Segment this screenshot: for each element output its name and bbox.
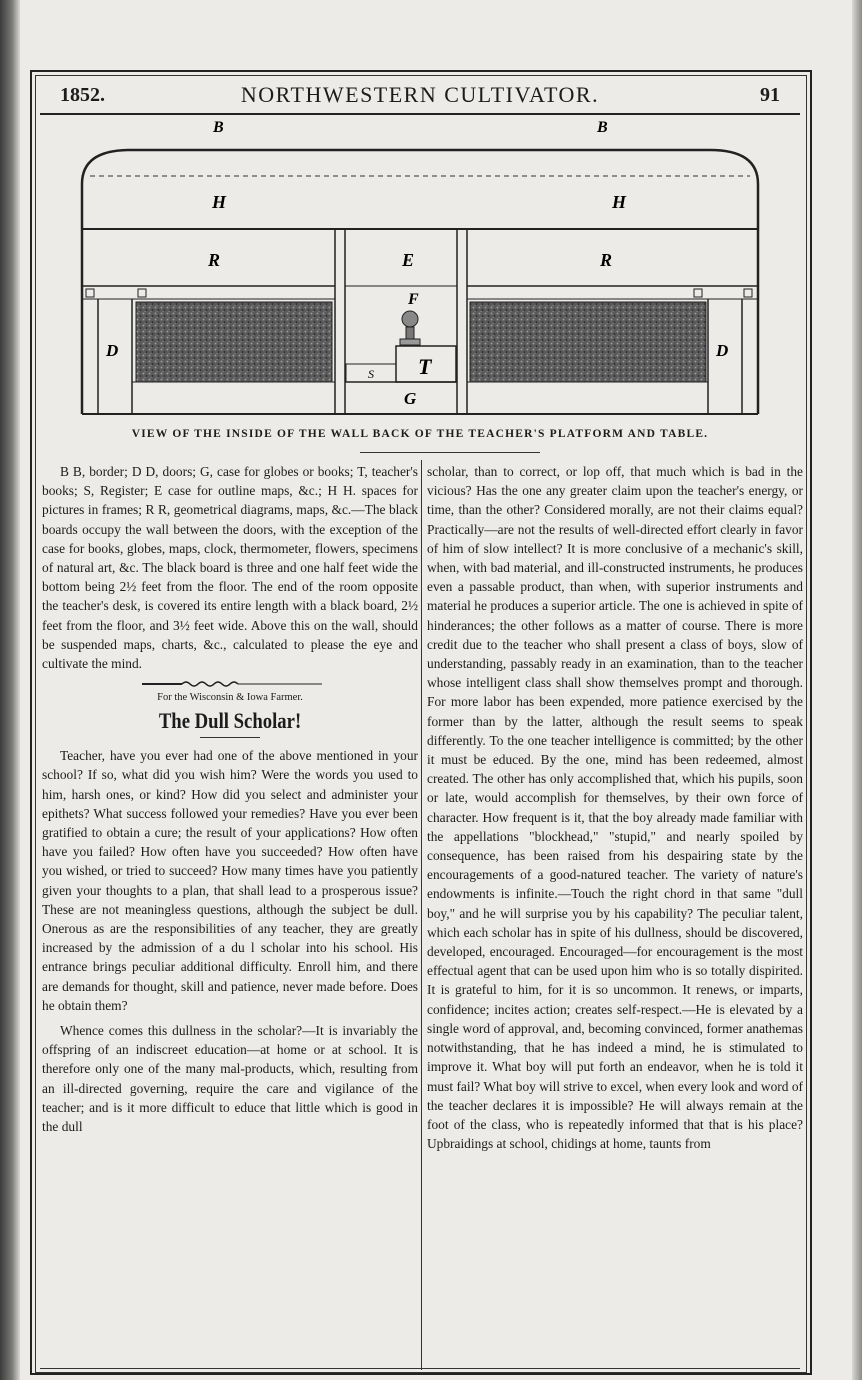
label-g: G xyxy=(404,389,417,408)
diagram-legend-paragraph: B B, border; D D, doors; G, case for globes or books; T, teacher's books; S, Register; E case for outline maps, &c.; H H. spaces for pictures in frames; R R, geometrical diagrams, maps, &c.—The black boards occupy the wall between the doors, with the exception of the case for books, globes, maps, clock, thermometer, flowers, specimens of natural art, &c. The black board is three and one half feet wide the bottom being 2½ feet from the floor. The end of the room opposite the teacher's desk, is covered its entire length with a black board, 2½ feet from the floor, and 3½ feet wide. Above this on the wall, should be suspended maps, charts, &c., calculated to please the eye and cultivate the mind. xyxy=(42,464,418,672)
blackboard-left xyxy=(136,302,332,382)
article-headline: The Dull Scholar! xyxy=(158,708,302,734)
column-divider xyxy=(421,460,422,1370)
page-number: 91 xyxy=(760,84,780,106)
label-t: T xyxy=(418,354,432,379)
headline-rule xyxy=(200,737,260,738)
label-h-right: H xyxy=(612,192,627,212)
bottom-rule xyxy=(40,1368,800,1369)
page-edge-left xyxy=(0,0,20,1380)
wall-diagram xyxy=(70,114,770,424)
label-r-left: R xyxy=(208,250,221,270)
label-r-right: R xyxy=(600,250,613,270)
label-s: S xyxy=(368,367,374,381)
masthead-year: 1852. xyxy=(60,84,105,106)
label-d-left: D xyxy=(106,341,119,360)
diagram-caption: VIEW OF THE INSIDE OF THE WALL BACK OF THE TEACHER'S PLATFORM AND TABLE. xyxy=(131,428,709,440)
blackboard-right xyxy=(470,302,706,382)
page-edge-right xyxy=(852,0,862,1380)
left-column xyxy=(42,462,418,1136)
masthead xyxy=(40,80,800,112)
article-source: For the Wisconsin & Iowa Farmer. xyxy=(157,692,303,704)
article-paragraph-1: Teacher, have you ever had one of the above mentioned in your school? If so, what did you wish him? Were the words you used to him, harsh ones, or kind? How did you select and administer your epithets? What success followed your remedies? Have you ever been gratified to obtain a cure; the result of your applications? How often have you failed? How often have you succeeded? How often have you wished, or tried to succeed? How many times have you patiently given your thoughts to a plan, that shall lead to a prosperous issue? These are not meaningless questions, although the subject be dull. Onerous as are the responsibilities of any teacher, they are greatly increased by the admission of a du l scholar into his school. His entrance brings peculiar additional difficulty. Enroll him, and there are demands for thought, skill and patience, never made before. Does he obtain them? xyxy=(42,748,418,1013)
label-b-right: B xyxy=(597,119,608,136)
masthead-title: NORTHWESTERN CULTIVATOR. xyxy=(240,82,600,107)
label-d-right: D xyxy=(716,341,729,360)
article-paragraph-continued: scholar, than to correct, or lop off, that much which is bad in the vicious? Has the one any greater claim upon the teacher's energy, or time, than the other? Considered morally, are not their claims equal? Practically—are not the results of well-directed effort clearly in favor of him of slow intellect? It is more conclusive of a mechanic's skill, when, with bad material, and ill-constructed instruments, he produces even a passable product, than when, with superior instruments and material he produces a superior article. The one is achieved in spite of hinderances; the other follows as a matter of course. There is more credit due to the teacher who shall present a class of boys, slow of understanding, passably ready in an examination, than to the teacher whose intelligent class shall show themselves prompt and thorough. For more labor has been expended, more patience exercised by the former than by the latter, although the result seems to speak differently. To the one teacher intelligence is committed; by the other it must be educed. By the one, mind has been redeemed, almost created. The other has only accomplished that, which his pupils, soon or late, would accomplish for themselves, by their own force of character. How frequent is it, that the boy already made familiar with the appellations "blockhead," "stupid," and nearly spoiled by consequence, has been raised from his despairing state by the encouragements of a good-natured teacher. The variety of nature's endowments is infinite.—Touch the right chord in that same "dull boy," and he will surprise you by his capability? The peculiar talent, which each scholar has in spite of his dullness, should be discovered, developed, encouraged. Encouraged—for encouragement is the most effectual agent that can be used upon him who is so totally dispirited. It is grateful to him, for it is so uncommon. It renews, or imparts, confidence; incites action; creates self-respect.—He is elevated by a single word of approval, and, becoming convinced, former anathemas notwithstanding, that he has indeed a mind, he is stimulated to improve it. What boy will put forth an endeavor, when he is told it must fail? What boy will strive to excel, when every look and word of the teacher declares it is impossible? He will always remain at the foot of the class, who is repeatedly informed that that is his place? Upbraidings at school, chidings at home, taunts from xyxy=(427,464,803,1152)
label-b-left: B xyxy=(213,119,224,136)
label-h-left: H xyxy=(212,192,227,212)
globe xyxy=(402,311,418,327)
ornament-rule xyxy=(42,679,418,689)
article-paragraph-2: Whence comes this dullness in the scholar?—It is invariably the offspring of an indiscreet education—at home or at school. It is therefore only one of the many mal-products, which, resulting from an ill-directed governing, require the care and vigilance of the teacher; and is it more difficult to educe that little which is good in the dull xyxy=(42,1023,418,1135)
right-column xyxy=(427,462,803,1153)
label-e: E xyxy=(402,250,415,270)
caption-rule xyxy=(360,452,540,453)
label-f: F xyxy=(408,291,419,308)
